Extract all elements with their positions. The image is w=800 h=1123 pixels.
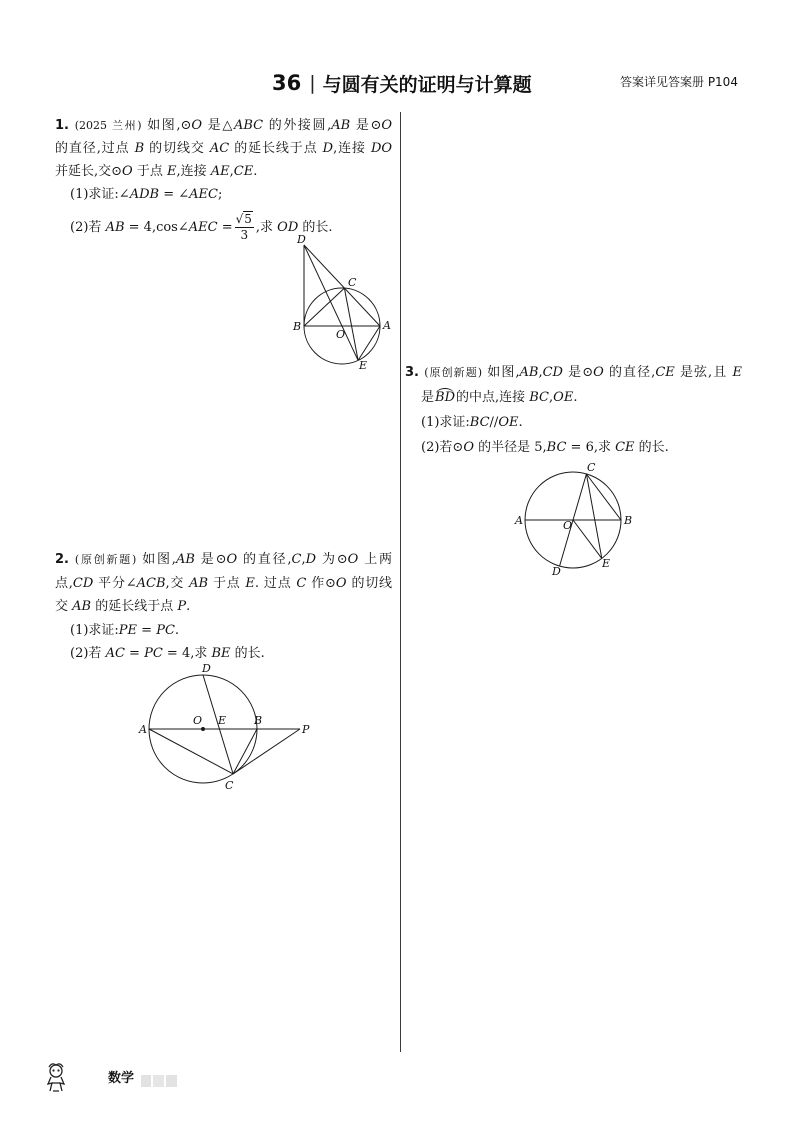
math-variable: BC (529, 390, 550, 405)
header-separator: | (309, 72, 316, 94)
math-variable: B (134, 141, 145, 156)
math-variable: AB (331, 118, 351, 133)
part-text: (1)求证:PE = PC. (70, 622, 180, 638)
math-variable: O (191, 118, 203, 133)
label-p: P (302, 723, 310, 736)
math-variable: CE (615, 440, 635, 455)
faded-mark-block-2 (153, 1075, 164, 1087)
math-variable: BC (546, 440, 567, 455)
segment-da (304, 245, 380, 326)
mascot-eye-right (57, 1069, 59, 1071)
math-variable: O (226, 552, 238, 567)
math-variable: AB (72, 599, 92, 614)
part-text-after: ,求 OD 的长. (255, 220, 333, 235)
label-o: O (563, 519, 573, 532)
page-header (272, 69, 532, 97)
math-variable: OE (553, 390, 574, 405)
math-variable: BC (469, 415, 490, 430)
problem-number: 3. (405, 365, 419, 380)
label-c: C (587, 461, 596, 474)
problem-1-line-1 (55, 114, 392, 137)
problem-1 (55, 114, 392, 245)
radicand: 5 (244, 212, 252, 226)
math-variable: AEC (188, 220, 218, 235)
label-e: E (359, 359, 368, 372)
math-variable: PC (144, 646, 163, 661)
mascot-head (50, 1065, 62, 1077)
fraction-numerator (235, 213, 254, 228)
problem-text-before: 是 (421, 390, 435, 405)
problem-text: 的直径,过点 B 的切线交 AC 的延长线于点 D,连接 DO (55, 141, 393, 156)
math-variable: AB (189, 575, 209, 591)
part-text: (2)若 AC = PC = 4,求 BE 的长. (70, 646, 265, 661)
chord-bc (586, 474, 621, 520)
label-a: A (139, 723, 147, 736)
label-b: B (624, 514, 633, 527)
chord-ce (586, 474, 601, 558)
math-variable: DO (370, 141, 393, 156)
problem-3-line-1 (405, 360, 742, 385)
problem-3-part-2 (405, 435, 742, 460)
problem-3 (405, 360, 742, 460)
math-variable: E (732, 365, 742, 380)
label-e: E (218, 714, 227, 727)
problem-2 (55, 548, 392, 666)
problem-text: 并延长,交⊙O 于点 E,连接 AE,CE. (55, 164, 258, 179)
label-b: B (254, 714, 263, 727)
figure-3 (510, 458, 636, 580)
part-text: (1)求证:BC//OE. (421, 415, 523, 430)
problem-text-after: 的中点,连接 BC,OE. (456, 390, 578, 405)
mascot-eye-left (52, 1069, 54, 1071)
answer-reference: 答案详见答案册 P104 (620, 75, 738, 89)
label-c: C (348, 276, 357, 289)
math-variable: PE (118, 622, 138, 638)
math-variable: AEC (189, 187, 218, 202)
tangent-cp (233, 729, 300, 774)
math-variable: E (166, 164, 177, 179)
label-d: D (552, 565, 561, 578)
label-e: E (602, 557, 611, 570)
problem-number: 1. (55, 118, 69, 133)
faded-mark-block-1 (141, 1075, 151, 1087)
math-variable: CE (233, 164, 254, 179)
math-variable: CD (542, 365, 563, 380)
faded-mark-block-3 (166, 1075, 177, 1087)
problem-2-part-1 (55, 619, 392, 643)
problem-3-part-1 (405, 410, 742, 435)
math-variable: ABC (233, 118, 264, 133)
math-variable: CE (655, 365, 675, 380)
page-title: 与圆有关的证明与计算题 (322, 73, 532, 96)
part-text: (2)若⊙O 的半径是 5,BC = 6,求 CE 的长. (421, 440, 669, 455)
math-variable: BD (435, 390, 455, 405)
problem-text: 交 AB 的延长线于点 P. (55, 599, 191, 614)
problem-number: 2. (55, 552, 69, 567)
math-variable: AC (105, 646, 125, 661)
math-variable: PC (156, 622, 175, 638)
unit-number: 36 (272, 71, 302, 95)
label-a: A (515, 514, 523, 527)
fraction (235, 213, 254, 242)
problem-2-line-1 (55, 548, 392, 572)
math-variable: ACB (136, 575, 166, 591)
problem-3-line-2 (405, 385, 742, 410)
problem-2-line-2 (55, 572, 392, 596)
figure-2 (136, 660, 316, 796)
math-variable: CD (72, 575, 94, 591)
math-variable: AC (209, 141, 230, 156)
label-o: O (336, 328, 346, 341)
segment-ae (358, 326, 380, 360)
math-variable: OD (277, 220, 299, 235)
mascot-body (48, 1077, 64, 1091)
label-a: A (383, 319, 391, 332)
math-variable: AE (210, 164, 230, 179)
problem-text: 如图,AB,CD 是⊙O 的直径,CE 是弦,且 E (487, 365, 742, 380)
label-c: C (225, 779, 234, 792)
arc-bd (435, 390, 455, 405)
math-variable: ADB (129, 187, 160, 202)
faded-footer-mark (141, 1074, 177, 1088)
label-b: B (293, 320, 302, 333)
math-variable: O (335, 575, 347, 591)
problem-text: 如图,⊙O 是△ABC 的外接圆,AB 是⊙O (147, 118, 393, 133)
problem-text: 如图,AB 是⊙O 的直径,C,D 为⊙O 上两 (142, 552, 392, 567)
math-variable: C (296, 575, 307, 591)
math-variable: O (463, 440, 474, 455)
mascot-icon (42, 1062, 70, 1094)
center-dot (201, 727, 205, 731)
problem-2-line-3 (55, 595, 392, 619)
math-variable: D (322, 141, 334, 156)
radical-sign: √ (235, 212, 244, 226)
figure-1 (286, 232, 398, 374)
problem-text: 点,CD 平分∠ACB,交 AB 于点 E. 过点 C 作⊙O 的切线 (55, 575, 393, 591)
part-text: (1)求证:∠ADB = ∠AEC; (70, 187, 223, 202)
math-variable: AB (175, 552, 195, 567)
column-divider (400, 112, 401, 1052)
segment-ac (149, 729, 233, 774)
part-text-before: (2)若 AB = 4,cos∠AEC = (70, 220, 233, 235)
footer-subject: 数学 (108, 1071, 135, 1086)
problem-source: (2025 兰州) (74, 119, 142, 132)
segment-ce (344, 288, 358, 360)
math-variable: O (381, 118, 393, 133)
problem-source: (原创新题) (74, 553, 137, 566)
math-variable: AB (519, 365, 539, 380)
math-variable: O (122, 164, 133, 179)
math-variable: OE (498, 415, 519, 430)
math-variable: BE (211, 646, 231, 661)
math-variable: O (347, 552, 359, 567)
radius-oe (573, 520, 602, 558)
math-variable: C (291, 552, 302, 567)
math-variable: E (245, 575, 255, 591)
label-o: O (193, 714, 203, 727)
segment-bc (304, 288, 344, 326)
problem-1-line-2 (55, 137, 392, 160)
problem-1-part-1 (55, 183, 392, 206)
math-variable: O (593, 365, 604, 380)
problem-source: (原创新题) (424, 366, 483, 379)
label-d: D (297, 233, 306, 246)
math-variable: D (305, 552, 317, 567)
problem-1-line-3 (55, 160, 392, 183)
label-d: D (202, 662, 211, 675)
segment-bc (233, 729, 257, 774)
math-variable: P (177, 599, 187, 614)
fraction-denominator: 3 (240, 228, 249, 242)
math-variable: AB (105, 220, 125, 235)
